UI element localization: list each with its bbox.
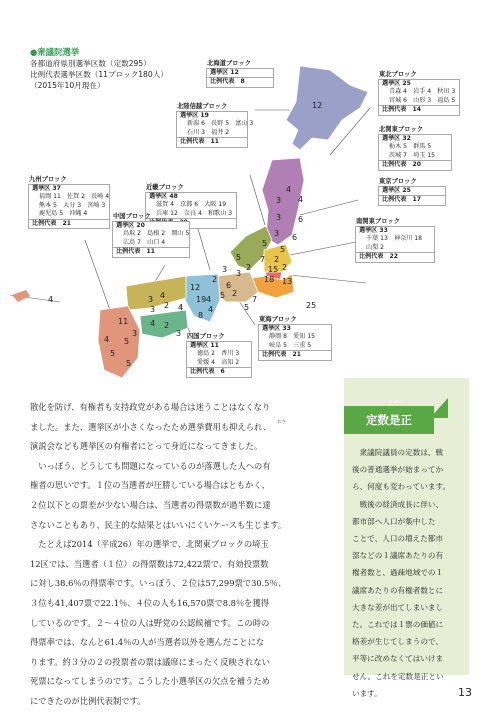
block-hirei: 比例代表 17 (379, 195, 445, 204)
block-senkyoku: 選挙区 37 (32, 185, 61, 192)
page-number: 13 (458, 686, 472, 699)
block-hokuriku (176, 103, 254, 148)
block-senkyoku: 選挙区 12 (210, 69, 239, 76)
seat-number: 4 (178, 303, 184, 312)
seat-number: 6 (226, 281, 232, 290)
body-line: ３位も41,407票で22.1％、４位の人も16,570票で8.8％を獲得 (30, 597, 270, 608)
seat-number: 4 (48, 295, 54, 304)
block-title: 近畿ブロック (146, 184, 184, 191)
block-pref-line: 岐阜 5 三重 5 (269, 341, 312, 349)
seat-number: 12 (190, 283, 201, 292)
region-okinawa (12, 290, 30, 302)
block-hirei: 比例代表 8 (207, 77, 273, 86)
block-title: 四国ブロック (187, 333, 225, 340)
body-line: 演説会なども選挙区の有権者にとって身近になってきました。 (30, 441, 263, 452)
seat-number: 2 (212, 275, 218, 284)
body-line: ました。また、選挙区が小さくなったため選挙費用も抑えられ、 (30, 421, 272, 432)
body-line: 12区では、当選者（１位）の得票数は72,422票で、有効投票数 (30, 558, 269, 569)
seat-number: 5 (220, 291, 226, 300)
seat-number: 2 (232, 289, 238, 298)
block-title: 東京ブロック (379, 178, 417, 185)
body-line: 散化を防げ、有権者も支持政党がある場合は迷うことはなくなり (30, 402, 271, 412)
seat-number: 3 (274, 229, 280, 238)
region-chugoku (126, 276, 186, 310)
block-senkyoku: 選挙区 33 (262, 325, 291, 332)
seat-number: 11 (118, 317, 129, 326)
seat-number: 4 (160, 291, 166, 300)
block-title: 北関東ブロック (379, 126, 423, 133)
block-senkyoku: 選挙区 19 (180, 112, 209, 119)
block-senkyoku: 選挙区 48 (149, 193, 178, 200)
block-senkyoku: 選挙区 25 (382, 187, 411, 194)
sidebar-line: います。 (352, 688, 382, 698)
seat-number: 2 (282, 263, 288, 272)
block-hirei: 比例代表 21 (259, 350, 331, 359)
block-title: 東海ブロック (259, 316, 297, 323)
body-text (30, 398, 330, 712)
block-title: 南関東ブロック (356, 218, 400, 225)
block-hirei: 比例代表 11 (177, 137, 247, 146)
block-chugoku (112, 213, 190, 258)
body-line: 得票率では、なんと61.4％の人が当選者以外を選んだことにな (30, 637, 265, 648)
body-line: にできたのが比例代表制です。 (30, 695, 146, 706)
body-line: ります。約３分の２の投票者の票は議席にまったく反映されない (30, 656, 270, 667)
block-hirei: 比例代表 21 (29, 219, 109, 228)
block-senkyoku: 選挙区 25 (382, 80, 411, 87)
sidebar-title: 定数是正 (344, 406, 434, 434)
body-line: 死票になってしまうのです。こうした小選挙区の欠点を補うため (30, 676, 270, 687)
block-senkyoku: 選挙区 20 (116, 222, 145, 229)
seat-number: 5 (280, 245, 286, 254)
sidebar-line: ら、何度も変わっています。 (352, 482, 451, 492)
sidebar-line: 平等に改めなくてはいけま (352, 654, 444, 664)
seat-number: 2 (164, 321, 170, 330)
seat-number: 6 (298, 215, 304, 224)
block-title: 北陸信越ブロック (177, 103, 228, 110)
sidebar-line: ことで、人口の増えた都市 (352, 534, 443, 544)
seat-number: 8 (198, 311, 204, 320)
block-pref-line: 新潟 6 長野 5 富山 3 (187, 120, 254, 128)
seat-number: 4 (286, 185, 292, 194)
header-line-1: 各都道府県別選挙区数（定数295） (30, 59, 151, 68)
sidebar-text (352, 444, 464, 702)
body-line: しているのです。２〜４位の人は野党の公認候補です。この時の (30, 617, 270, 628)
block-hokkaido (206, 60, 274, 88)
block-minamikanto (355, 218, 435, 263)
block-pref-line: 福岡 11 佐賀 2 長崎 4 (39, 193, 110, 201)
block-hirei: 比例代表 22 (356, 252, 434, 261)
seat-number: 4 (208, 305, 214, 314)
header-line-3: （2015年10月現在） (30, 81, 105, 90)
seat-number: 6 (292, 233, 298, 242)
seat-number: 5 (110, 349, 116, 358)
block-pref-line: 愛媛 4 高知 2 (197, 358, 240, 366)
block-pref-line: 青森 4 岩手 4 秋田 3 (389, 88, 456, 96)
seat-number: 3 (148, 295, 154, 304)
body-line: たとえば2014（平成26）年の選挙で、北関東ブロックの埼玉 (30, 539, 269, 550)
body-line: ２位以下との票差が少ない場合は、当選者の得票数が過半数に達 (30, 499, 271, 510)
sidebar-line: 権者数と、過疎地域での１ (352, 568, 444, 578)
block-senkyoku: 選挙区 33 (359, 227, 388, 234)
sidebar-line: 議席あたりの有権者数とに (352, 585, 444, 595)
seat-number: 3 (176, 329, 182, 338)
sidebar-title-ruby: ぜ せい (388, 401, 403, 406)
block-hirei: 比例代表 20 (379, 160, 451, 169)
block-senkyoku: 選挙区 32 (382, 135, 411, 142)
body-line: 権者の思いです。１位の当選者が圧勝している場合はともかく、 (30, 480, 270, 491)
sidebar-line: 大きな差が出てしまいまし (352, 602, 444, 612)
seat-number: 5 (126, 359, 132, 368)
seat-number: 5 (236, 253, 242, 262)
seat-number: 4 (150, 319, 156, 328)
block-title: 東北ブロック (379, 71, 417, 78)
block-senkyoku: 選挙区 11 (190, 342, 219, 349)
section-title: ●衆議院選挙 (30, 47, 80, 57)
seat-number: 18 (264, 275, 275, 284)
block-pref-line: 滋賀 4 京都 6 大阪 19 (156, 201, 227, 209)
block-pref-line: 千葉 13 神奈川 18 (366, 235, 422, 243)
sidebar-line: 衆議院議員の定数は、戦 (352, 448, 444, 457)
block-tohoku (378, 71, 460, 116)
block-tokai (258, 316, 332, 361)
block-title: 九州ブロック (29, 176, 67, 183)
seat-number: 2 (274, 255, 280, 264)
block-pref-line: 鳥取 2 島根 2 岡山 5 (123, 230, 190, 238)
seat-number: 3 (132, 329, 138, 338)
header-line-2: 比例代表選挙区数（11ブロック180人） (30, 70, 168, 79)
block-pref-line: 石川 3 福井 2 (187, 128, 230, 136)
sidebar-line: 部などの１議席あたりの有 (352, 551, 444, 561)
seat-number: 4 (206, 295, 212, 304)
seat-number: 3 (150, 305, 156, 314)
seat-number: 5 (124, 337, 130, 346)
sidebar-line: た。これでは１票の価値に (352, 620, 444, 630)
seat-number: 7 (260, 255, 266, 264)
seat-number: 13 (282, 277, 293, 286)
seat-number: 25 (306, 301, 317, 310)
seat-number: 12 (312, 101, 323, 110)
seat-number: 2 (164, 301, 170, 310)
body-line: さないこともあり、民主的な結果とはいいにくいケースも生じます。 (30, 519, 287, 530)
seat-number: 15 (268, 265, 279, 274)
seat-number: 5 (244, 303, 250, 312)
block-title: 北海道ブロック (207, 60, 251, 67)
block-pref-line: 静岡 8 愛知 15 (269, 333, 315, 341)
seat-number: 3 (222, 265, 228, 274)
block-pref-line: 山梨 2 (366, 243, 385, 251)
block-pref-line: 兵庫 12 奈良 4 和歌山 3 (156, 209, 233, 217)
block-hirei: 比例代表 6 (187, 367, 251, 376)
seat-number: 3 (276, 196, 282, 205)
body-line: いっぽう、どうしても問題になっているのが落選した人への有 (30, 460, 271, 471)
sidebar-line: 都市部へ人口が集中した (352, 516, 436, 526)
block-pref-line: 徳島 2 香川 3 (197, 350, 240, 358)
seat-number: 19 (196, 295, 207, 304)
sidebar-line: 後の普通選挙が始まってか (352, 465, 444, 475)
block-title: 中国ブロック (113, 213, 151, 220)
sidebar-line: せん。これを定数是正とい (352, 671, 444, 681)
seat-number: 2 (246, 263, 252, 272)
block-pref-line: 広島 7 山口 4 (123, 238, 166, 246)
block-kyushu (28, 176, 110, 229)
block-shikoku (186, 333, 252, 378)
block-pref-line: 栃木 5 群馬 5 (389, 143, 432, 151)
seat-number: 7 (252, 295, 258, 304)
body-line: に対し38.6％の得票率です。いっぽう、２位は57,299票で30.5％、 (30, 578, 287, 589)
block-hirei: 比例代表 11 (113, 247, 189, 256)
seat-number: 3 (276, 213, 282, 222)
seat-number: 5 (262, 239, 268, 248)
block-kitakanto (378, 126, 452, 171)
block-pref-line: 鹿児島 5 沖縄 4 (39, 210, 88, 218)
seat-number: 3 (236, 269, 242, 278)
block-tokyo (378, 178, 446, 206)
block-pref-line: 熊本 5 大分 3 宮崎 3 (39, 201, 106, 209)
ruby-osae: おさ (277, 420, 286, 425)
seat-number: 4 (104, 335, 110, 344)
block-pref-line: 宮城 6 山形 3 福島 5 (389, 96, 456, 104)
region-hokkaido (286, 66, 368, 150)
seat-number: 4 (298, 195, 304, 204)
block-hirei: 比例代表 14 (379, 105, 459, 114)
block-pref-line: 茨城 7 埼玉 15 (389, 151, 435, 159)
sidebar-line: 戦後の経済成長に伴い、 (352, 499, 444, 509)
sidebar-line: 格差が生じてしまうので、 (352, 637, 443, 647)
